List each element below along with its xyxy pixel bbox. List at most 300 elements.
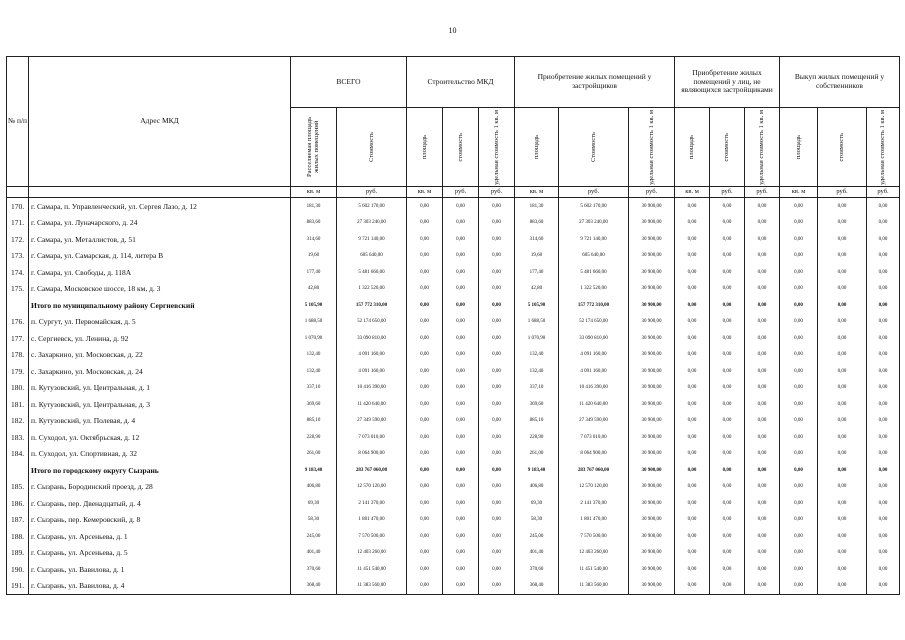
value-cell: 0,00: [710, 446, 745, 463]
value-cell: 0,00: [443, 561, 479, 578]
subheader-unit-cost: удельная стоимость 1 кв. м: [879, 109, 887, 185]
value-cell: 0,00: [818, 264, 867, 281]
table-row: [7, 396, 900, 413]
value-cell: 10 416 390,00: [559, 380, 629, 397]
row-number: 189.: [7, 545, 29, 562]
value-cell: 0,00: [407, 545, 443, 562]
value-cell: 0,00: [407, 578, 443, 595]
value-cell: 27 303 240,00: [337, 215, 407, 232]
value-cell: 1 688,50: [515, 314, 559, 331]
value-cell: 261,00: [291, 446, 337, 463]
address-cell: г. Самара, ул. Свободы, д. 118А: [29, 264, 291, 281]
value-cell: 605 640,00: [559, 248, 629, 265]
value-cell: 0,00: [443, 231, 479, 248]
value-cell: 0,00: [710, 231, 745, 248]
value-cell: 11 451 540,00: [337, 561, 407, 578]
value-cell: 0,00: [407, 446, 443, 463]
table-total-row: [7, 297, 900, 314]
value-cell: 0,00: [479, 479, 515, 496]
value-cell: 69,30: [515, 495, 559, 512]
value-cell: 0,00: [443, 248, 479, 265]
value-cell: 0,00: [407, 231, 443, 248]
row-number: 171.: [7, 215, 29, 232]
value-cell: 0,00: [867, 264, 900, 281]
value-cell: 5 105,90: [515, 297, 559, 314]
table-row: [7, 231, 900, 248]
subheader-unit-cost: удельная стоимость 1 кв. м: [758, 109, 766, 185]
value-cell: 30 900,00: [629, 495, 675, 512]
value-cell: 0,00: [745, 297, 780, 314]
value-cell: 0,00: [479, 248, 515, 265]
value-cell: 11 420 640,00: [559, 396, 629, 413]
value-cell: 0,00: [675, 479, 710, 496]
value-cell: 0,00: [407, 330, 443, 347]
address-cell: г. Самара, ул. Самарская, д. 114, литера В: [29, 248, 291, 265]
value-cell: 0,00: [710, 215, 745, 232]
value-cell: 0,00: [818, 446, 867, 463]
value-cell: 0,00: [818, 297, 867, 314]
value-cell: 0,00: [745, 479, 780, 496]
value-cell: 0,00: [443, 495, 479, 512]
value-cell: 0,00: [867, 413, 900, 430]
address-cell: г. Сызрань, Бородинский проезд, д. 28: [29, 479, 291, 496]
address-cell: п. Кутузовский, ул. Центральная, д. 1: [29, 380, 291, 397]
unit-rub: руб.: [818, 187, 867, 198]
value-cell: 401,40: [291, 545, 337, 562]
value-cell: 177,40: [515, 264, 559, 281]
value-cell: 0,00: [407, 495, 443, 512]
address-cell: г. Сызрань, ул. Арсеньева, д. 1: [29, 528, 291, 545]
value-cell: 0,00: [407, 479, 443, 496]
value-cell: 283 767 060,00: [337, 462, 407, 479]
value-cell: 0,00: [443, 347, 479, 364]
value-cell: 0,00: [407, 462, 443, 479]
value-cell: 0,00: [443, 297, 479, 314]
value-cell: 0,00: [780, 347, 818, 364]
value-cell: 0,00: [780, 363, 818, 380]
subheader-area: площадь: [532, 134, 540, 160]
value-cell: 0,00: [710, 495, 745, 512]
value-cell: 0,00: [745, 215, 780, 232]
value-cell: 0,00: [479, 512, 515, 529]
address-cell: п. Суходол, ул. Октябрьская, д. 12: [29, 429, 291, 446]
value-cell: 1 322 520,00: [559, 281, 629, 298]
value-cell: 8 064 900,00: [559, 446, 629, 463]
value-cell: 19,60: [515, 248, 559, 265]
value-cell: 69,30: [291, 495, 337, 512]
value-cell: 0,00: [818, 479, 867, 496]
value-cell: 7 073 010,00: [559, 429, 629, 446]
value-cell: 0,00: [780, 512, 818, 529]
value-cell: 0,00: [780, 330, 818, 347]
value-cell: 9 183,40: [515, 462, 559, 479]
address-cell: п. Сургут, ул. Первомайская, д. 5: [29, 314, 291, 331]
value-cell: 0,00: [867, 561, 900, 578]
value-cell: 0,00: [867, 396, 900, 413]
value-cell: 9 721 140,00: [337, 231, 407, 248]
value-cell: 0,00: [780, 578, 818, 595]
row-number: 172.: [7, 231, 29, 248]
value-cell: 0,00: [407, 264, 443, 281]
table-row: [7, 512, 900, 529]
value-cell: 0,00: [780, 264, 818, 281]
table-row: [7, 330, 900, 347]
row-number: 184.: [7, 446, 29, 463]
subtotal-label: Итого по городскому округу Сызрань: [29, 462, 291, 479]
value-cell: 0,00: [710, 479, 745, 496]
value-cell: 0,00: [745, 429, 780, 446]
value-cell: 0,00: [867, 462, 900, 479]
value-cell: 0,00: [479, 528, 515, 545]
row-number: 188.: [7, 528, 29, 545]
value-cell: 0,00: [867, 215, 900, 232]
value-cell: 0,00: [780, 380, 818, 397]
value-cell: 0,00: [818, 413, 867, 430]
value-cell: 245,00: [291, 528, 337, 545]
value-cell: 177,40: [291, 264, 337, 281]
value-cell: 0,00: [818, 380, 867, 397]
value-cell: 0,00: [745, 363, 780, 380]
row-number: 170.: [7, 198, 29, 215]
value-cell: 30 900,00: [629, 512, 675, 529]
value-cell: 883,60: [291, 215, 337, 232]
subheader-resettled-area: Расселяемая площадь жилых помещений: [306, 116, 321, 178]
value-cell: 0,00: [675, 429, 710, 446]
value-cell: 5 602 170,00: [559, 198, 629, 215]
value-cell: 30 900,00: [629, 561, 675, 578]
value-cell: 0,00: [479, 314, 515, 331]
value-cell: 401,40: [515, 545, 559, 562]
value-cell: 181,30: [515, 198, 559, 215]
housing-resettlement-table: [6, 56, 900, 595]
row-number: 176.: [7, 314, 29, 331]
table-row: [7, 561, 900, 578]
value-cell: 406,80: [291, 479, 337, 496]
value-cell: 0,00: [867, 231, 900, 248]
value-cell: 0,00: [867, 281, 900, 298]
value-cell: 10 416 390,00: [337, 380, 407, 397]
value-cell: 0,00: [745, 495, 780, 512]
value-cell: 9 183,40: [291, 462, 337, 479]
value-cell: 0,00: [745, 446, 780, 463]
value-cell: 7 570 500,00: [337, 528, 407, 545]
value-cell: 30 900,00: [629, 215, 675, 232]
value-cell: 0,00: [675, 528, 710, 545]
unit-sqm: кв. м: [407, 187, 443, 198]
value-cell: 883,60: [515, 215, 559, 232]
value-cell: 30 900,00: [629, 248, 675, 265]
value-cell: 0,00: [710, 281, 745, 298]
unit-rub: руб.: [745, 187, 780, 198]
value-cell: 0,00: [675, 198, 710, 215]
value-cell: 157 772 310,00: [337, 297, 407, 314]
value-cell: 0,00: [745, 380, 780, 397]
value-cell: 4 091 160,00: [559, 363, 629, 380]
address-cell: с. Сергиевск, ул. Ленина, д. 92: [29, 330, 291, 347]
value-cell: 0,00: [443, 479, 479, 496]
value-cell: 1 322 520,00: [337, 281, 407, 298]
table-row: [7, 578, 900, 595]
value-cell: 885,10: [291, 413, 337, 430]
row-number: 180.: [7, 380, 29, 397]
value-cell: 0,00: [710, 380, 745, 397]
value-cell: 30 900,00: [629, 429, 675, 446]
value-cell: 12 403 260,00: [559, 545, 629, 562]
value-cell: 30 900,00: [629, 231, 675, 248]
value-cell: 30 900,00: [629, 479, 675, 496]
value-cell: 0,00: [710, 429, 745, 446]
value-cell: 52 174 650,00: [337, 314, 407, 331]
value-cell: 0,00: [479, 380, 515, 397]
row-number: [7, 462, 29, 479]
table-row: [7, 281, 900, 298]
value-cell: 605 640,00: [337, 248, 407, 265]
unit-rub: руб.: [443, 187, 479, 198]
value-cell: 0,00: [818, 231, 867, 248]
value-cell: 0,00: [818, 347, 867, 364]
value-cell: 0,00: [745, 347, 780, 364]
value-cell: 12 570 120,00: [337, 479, 407, 496]
address-cell: г. Самара, п. Управленческий, ул. Сергея Лазо, д. 12: [29, 198, 291, 215]
subheader-unit-cost: удельная стоимость 1 кв. м: [492, 109, 500, 185]
value-cell: 0,00: [867, 198, 900, 215]
value-cell: 9 721 140,00: [559, 231, 629, 248]
value-cell: 283 767 060,00: [559, 462, 629, 479]
table-row: [7, 479, 900, 496]
table-row: [7, 248, 900, 265]
group-header-total: ВСЕГО: [291, 57, 407, 108]
value-cell: 58,30: [291, 512, 337, 529]
value-cell: 0,00: [780, 528, 818, 545]
subheader-area: площадь: [688, 134, 696, 160]
value-cell: 58,30: [515, 512, 559, 529]
value-cell: 5 481 660,00: [337, 264, 407, 281]
value-cell: 0,00: [745, 528, 780, 545]
value-cell: 0,00: [479, 396, 515, 413]
value-cell: 0,00: [710, 297, 745, 314]
value-cell: 0,00: [867, 363, 900, 380]
row-number: 179.: [7, 363, 29, 380]
value-cell: 2 141 370,00: [559, 495, 629, 512]
value-cell: 1 070,90: [291, 330, 337, 347]
value-cell: 0,00: [745, 264, 780, 281]
address-cell: г. Сызрань, ул. Вавилова, д. 4: [29, 578, 291, 595]
value-cell: 132,40: [515, 363, 559, 380]
value-cell: 0,00: [407, 429, 443, 446]
value-cell: 132,40: [291, 347, 337, 364]
address-cell: г. Сызрань, ул. Арсеньева, д. 5: [29, 545, 291, 562]
value-cell: 228,90: [291, 429, 337, 446]
value-cell: 0,00: [780, 248, 818, 265]
unit-rub: руб.: [559, 187, 629, 198]
value-cell: 0,00: [780, 297, 818, 314]
table-row: [7, 198, 900, 215]
col-number-header: № п/п: [7, 57, 29, 187]
value-cell: 0,00: [780, 545, 818, 562]
value-cell: 0,00: [745, 561, 780, 578]
value-cell: 30 900,00: [629, 330, 675, 347]
value-cell: 0,00: [867, 297, 900, 314]
value-cell: 0,00: [745, 281, 780, 298]
value-cell: 0,00: [443, 429, 479, 446]
value-cell: 0,00: [780, 479, 818, 496]
value-cell: 0,00: [867, 528, 900, 545]
value-cell: 30 900,00: [629, 380, 675, 397]
value-cell: 337,10: [291, 380, 337, 397]
address-cell: г. Самара, Московское шоссе, 18 км, д. 3: [29, 281, 291, 298]
value-cell: 0,00: [780, 281, 818, 298]
value-cell: 0,00: [479, 231, 515, 248]
subheader-cost-lc: стоимость: [456, 132, 464, 162]
value-cell: 0,00: [818, 512, 867, 529]
value-cell: 0,00: [710, 264, 745, 281]
value-cell: 0,00: [818, 561, 867, 578]
row-number: [7, 297, 29, 314]
value-cell: 0,00: [710, 462, 745, 479]
value-cell: 0,00: [818, 198, 867, 215]
value-cell: 0,00: [443, 396, 479, 413]
value-cell: 0,00: [710, 198, 745, 215]
value-cell: 0,00: [867, 545, 900, 562]
table-total-row: [7, 462, 900, 479]
value-cell: 0,00: [443, 314, 479, 331]
value-cell: 132,40: [515, 347, 559, 364]
table-row: [7, 314, 900, 331]
value-cell: 0,00: [780, 215, 818, 232]
value-cell: 11 451 540,00: [559, 561, 629, 578]
value-cell: 30 900,00: [629, 446, 675, 463]
group-header-non-developers: Приобретение жилых помещений у лиц, не являющихся застройщиками: [675, 57, 780, 108]
value-cell: 369,60: [291, 396, 337, 413]
value-cell: 7 570 500,00: [559, 528, 629, 545]
unit-sqm: кв. м: [780, 187, 818, 198]
address-cell: с. Захаркино, ул. Московская, д. 22: [29, 347, 291, 364]
value-cell: 12 570 120,00: [559, 479, 629, 496]
value-cell: 0,00: [867, 380, 900, 397]
unit-sqm: кв. м: [675, 187, 710, 198]
value-cell: 0,00: [675, 281, 710, 298]
value-cell: 30 900,00: [629, 545, 675, 562]
value-cell: 0,00: [780, 314, 818, 331]
value-cell: 0,00: [818, 248, 867, 265]
value-cell: 0,00: [780, 561, 818, 578]
value-cell: 5 105,90: [291, 297, 337, 314]
value-cell: 0,00: [479, 446, 515, 463]
subheader-cost: Стоимость: [367, 132, 375, 162]
value-cell: 1 801 470,00: [559, 512, 629, 529]
value-cell: 0,00: [443, 446, 479, 463]
value-cell: 0,00: [818, 495, 867, 512]
value-cell: 0,00: [745, 248, 780, 265]
row-number: 175.: [7, 281, 29, 298]
table-row: [7, 380, 900, 397]
subtotal-label: Итого по муниципальному району Сергиевский: [29, 297, 291, 314]
value-cell: 0,00: [710, 413, 745, 430]
value-cell: 0,00: [780, 495, 818, 512]
row-number: 181.: [7, 396, 29, 413]
value-cell: 0,00: [818, 215, 867, 232]
value-cell: 0,00: [443, 512, 479, 529]
value-cell: 0,00: [867, 347, 900, 364]
value-cell: 0,00: [710, 248, 745, 265]
address-cell: г. Сызрань, ул. Вавилова, д. 1: [29, 561, 291, 578]
value-cell: 0,00: [818, 281, 867, 298]
value-cell: 0,00: [407, 297, 443, 314]
value-cell: 0,00: [479, 363, 515, 380]
value-cell: 0,00: [407, 512, 443, 529]
value-cell: 0,00: [675, 512, 710, 529]
value-cell: 337,10: [515, 380, 559, 397]
value-cell: 30 900,00: [629, 314, 675, 331]
value-cell: 0,00: [443, 545, 479, 562]
table-row: [7, 347, 900, 364]
table-row: [7, 429, 900, 446]
row-number: 187.: [7, 512, 29, 529]
value-cell: 0,00: [443, 198, 479, 215]
address-cell: с. Захаркино, ул. Московская, д. 24: [29, 363, 291, 380]
address-cell: п. Кутузовский, ул. Центральная, д. 3: [29, 396, 291, 413]
value-cell: 228,90: [515, 429, 559, 446]
address-cell: г. Сызрань, пер. Двенадцатый, д. 4: [29, 495, 291, 512]
value-cell: 30 900,00: [629, 297, 675, 314]
value-cell: 11 420 640,00: [337, 396, 407, 413]
value-cell: 4 091 160,00: [337, 363, 407, 380]
value-cell: 30 900,00: [629, 413, 675, 430]
subheader-area: площадь: [420, 134, 428, 160]
value-cell: 0,00: [818, 545, 867, 562]
value-cell: 0,00: [818, 528, 867, 545]
value-cell: 0,00: [710, 561, 745, 578]
value-cell: 5 481 660,00: [559, 264, 629, 281]
row-number: 190.: [7, 561, 29, 578]
value-cell: 314,60: [515, 231, 559, 248]
value-cell: 0,00: [479, 281, 515, 298]
value-cell: 0,00: [867, 578, 900, 595]
row-number: 177.: [7, 330, 29, 347]
group-header-developers: Приобретение жилых помещений у застройщиков: [515, 57, 675, 108]
unit-sqm: кв. м: [515, 187, 559, 198]
value-cell: 0,00: [745, 330, 780, 347]
value-cell: 0,00: [479, 495, 515, 512]
value-cell: 0,00: [745, 545, 780, 562]
value-cell: 0,00: [675, 363, 710, 380]
value-cell: 0,00: [675, 462, 710, 479]
value-cell: 0,00: [745, 231, 780, 248]
value-cell: 0,00: [745, 578, 780, 595]
value-cell: 0,00: [675, 446, 710, 463]
value-cell: 0,00: [710, 363, 745, 380]
value-cell: 8 064 900,00: [337, 446, 407, 463]
value-cell: 0,00: [867, 479, 900, 496]
unit-rub: руб.: [629, 187, 675, 198]
group-header-buyout: Выкуп жилых помещений у собственников: [780, 57, 900, 108]
value-cell: 0,00: [479, 429, 515, 446]
value-cell: 11 383 560,00: [559, 578, 629, 595]
value-cell: 0,00: [710, 314, 745, 331]
value-cell: 0,00: [818, 330, 867, 347]
value-cell: 0,00: [745, 314, 780, 331]
value-cell: 30 900,00: [629, 281, 675, 298]
value-cell: 0,00: [675, 413, 710, 430]
value-cell: 406,80: [515, 479, 559, 496]
value-cell: 369,60: [515, 396, 559, 413]
value-cell: 0,00: [780, 462, 818, 479]
value-cell: 0,00: [675, 314, 710, 331]
subheader-unit-cost: удельная стоимость 1 кв. м: [647, 109, 655, 185]
value-cell: 0,00: [745, 462, 780, 479]
value-cell: 0,00: [479, 578, 515, 595]
value-cell: 0,00: [675, 545, 710, 562]
